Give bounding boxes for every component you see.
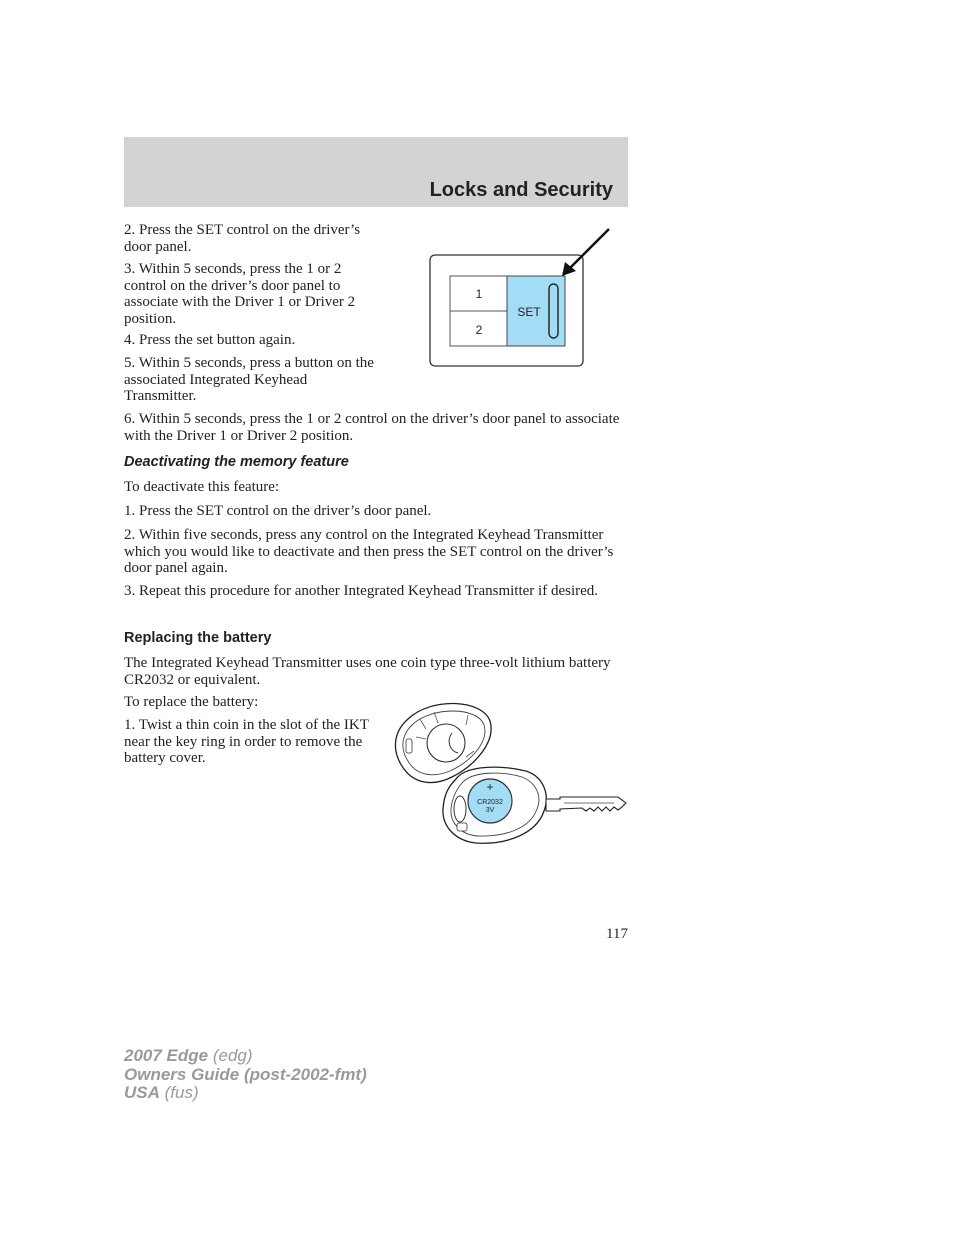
battery-model-label: CR2032 (477, 799, 503, 806)
memory-button-1: 1 (475, 287, 483, 301)
document-footer (124, 1047, 367, 1103)
deactivate-step-2: 2. Within five seconds, press any control on the Integrated Keyhead Transmitter which you would like to deactivate and then press the SET control on the driver’s door panel again. (124, 527, 614, 576)
step-4-text: 4. Press the set button again. (124, 332, 296, 348)
step-3-text: 3. Within 5 seconds, press the 1 or 2 control on the driver’s door panel to associate with the Driver 1 or Driver 2 position. (124, 261, 356, 327)
step-6-text: 6. Within 5 seconds, press the 1 or 2 control on the driver’s door panel to associate with the Driver 1 or Driver 2 position. (124, 411, 620, 444)
deactivate-intro: To deactivate this feature: (124, 479, 280, 495)
section-header-band (124, 137, 628, 207)
battery-to-replace: To replace the battery: (124, 694, 259, 710)
step-5-text: 5. Within 5 seconds, press a button on the associated Integrated Keyhead Transmitter. (124, 355, 374, 404)
key-blade (546, 797, 626, 811)
footer-guide: Owners Guide (post-2002-fmt) (124, 1064, 367, 1084)
keyhead-transmitter-illustration (386, 699, 630, 849)
section-title: Locks and Security (429, 179, 613, 201)
set-label: SET (517, 305, 541, 319)
step-2-text: 2. Press the SET control on the driver’s door panel. (124, 222, 361, 255)
memory-button-2: 2 (475, 323, 483, 337)
key-body (443, 767, 546, 843)
footer-model: 2007 Edge (124, 1046, 209, 1065)
footer-market: USA (124, 1083, 160, 1102)
footer-market-code: (fus) (164, 1083, 199, 1102)
deactivate-step-1: 1. Press the SET control on the driver’s door panel. (124, 503, 432, 519)
battery-heading: Replacing the battery (124, 630, 272, 646)
page-number: 117 (606, 926, 628, 942)
battery-intro: The Integrated Keyhead Transmitter uses one coin type three-volt lithium battery CR2032 or equivalent. (124, 655, 611, 688)
deactivate-step-3: 3. Repeat this procedure for another Integrated Keyhead Transmitter if desired. (124, 583, 599, 599)
pointer-arrow-icon (570, 229, 609, 268)
battery-plus-label: + (486, 780, 494, 794)
battery-voltage-label: 3V (485, 807, 495, 814)
footer-model-code: (edg) (212, 1046, 253, 1065)
memory-panel-illustration (428, 226, 614, 370)
deactivate-heading: Deactivating the memory feature (124, 454, 349, 470)
battery-step-1: 1. Twist a thin coin in the slot of the IKT near the key ring in order to remove the battery cover. (124, 717, 369, 766)
